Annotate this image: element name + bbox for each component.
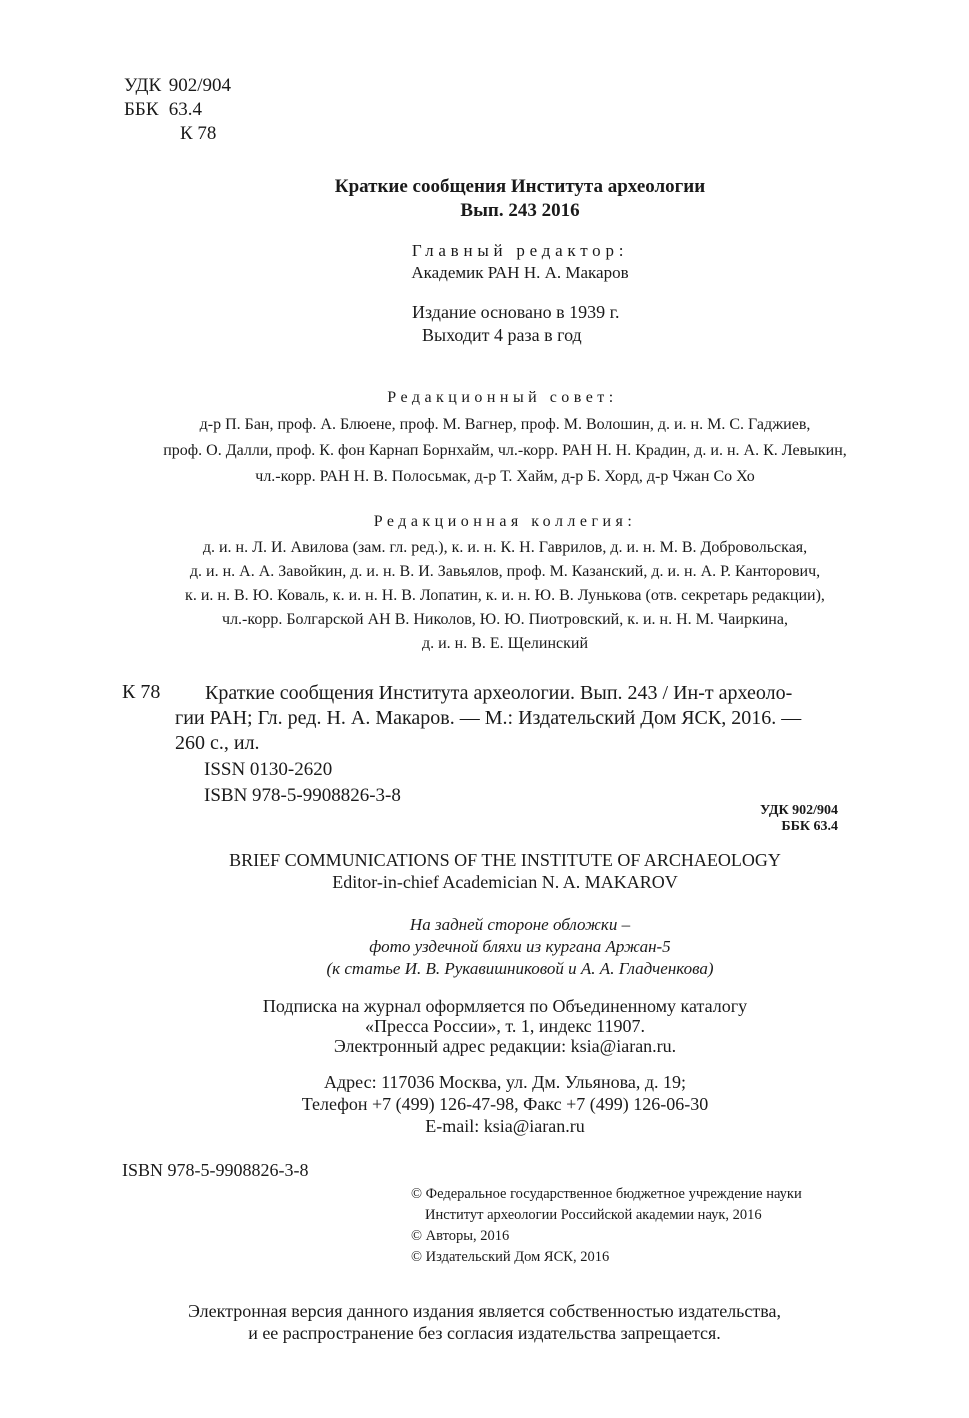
- english-title-line: BRIEF COMMUNICATIONS OF THE INSTITUTE OF ARCHAEOLOGY: [229, 850, 781, 870]
- address-line: Адрес: 117036 Москва, ул. Дм. Ульянова, д. 19;: [324, 1072, 686, 1092]
- bib-description: [175, 681, 843, 756]
- subscription-line: Подписка на журнал оформляется по Объединенному каталогу: [262, 996, 748, 1016]
- phone-fax: Телефон +7 (499) 126-47-98, Факс +7 (499) 126-06-30: [301, 1094, 709, 1114]
- bbk-row: [124, 98, 231, 122]
- journal-issue: Вып. 243 2016: [460, 200, 580, 221]
- board-heading: Редакционная коллегия:: [373, 513, 637, 530]
- classification-codes-right: [760, 803, 838, 835]
- chief-editor: [0, 240, 969, 284]
- isbn-bottom: ISBN 978-5-9908826-3-8: [122, 1160, 309, 1180]
- copyright-line: © Авторы, 2016: [411, 1228, 510, 1244]
- board-line: к. и. н. В. Ю. Коваль, к. и. н. Н. В. Лопатин, к. и. н. Ю. В. Лунькова (отв. секретарь редакции),: [185, 587, 825, 604]
- copyright-block: [411, 1184, 802, 1268]
- bib-code: К 78: [122, 681, 161, 703]
- bbk-right: ББК 63.4: [781, 819, 838, 834]
- cover-note: [0, 914, 969, 980]
- board-members: [0, 536, 969, 656]
- english-title: [0, 849, 969, 893]
- bib-line: Краткие сообщения Института археологии. Вып. 243 / Ин-т археоло-: [205, 682, 793, 704]
- copyright-line: © Издательский Дом ЯСК, 2016: [411, 1249, 610, 1265]
- issn: ISSN 0130-2620: [204, 759, 333, 780]
- bib-line: 260 с., ил.: [175, 732, 260, 754]
- council-line: проф. О. Далли, проф. К. фон Карнап Борнхайм, чл.-корр. РАН Н. Н. Крадин, д. и. н. А. К. Левыкин,: [163, 442, 847, 459]
- notice-line: и ее распространение без согласия издательства запрещается.: [248, 1323, 721, 1343]
- journal-title: [0, 175, 969, 223]
- email: E-mail: ksia@iaran.ru: [425, 1116, 585, 1136]
- copyright-line: © Федеральное государственное бюджетное учреждение науки: [411, 1186, 802, 1202]
- frequency: Выходит 4 раза в год: [422, 325, 582, 345]
- classification-codes: [124, 74, 231, 146]
- subscription-info: [0, 996, 969, 1056]
- board-line: д. и. н. Л. И. Авилова (зам. гл. ред.), к. и. н. К. Н. Гаврилов, д. и. н. М. В. Добровольская,: [202, 539, 808, 556]
- founded-info: [412, 301, 620, 347]
- council-line: д-р П. Бан, проф. А. Блюене, проф. М. Вагнер, проф. М. Волошин, д. и. н. М. С. Гаджиев,: [199, 416, 811, 433]
- udk-label: УДК: [124, 75, 162, 96]
- copyright-line: Институт археологии Российской академии наук, 2016: [425, 1207, 762, 1223]
- board-line: д. и. н. А. А. Завойкин, д. и. н. В. И. Завьялов, проф. М. Казанский, д. и. н. А. Р. Канторович,: [189, 563, 821, 580]
- udk-right: УДК 902/904: [759, 803, 838, 818]
- bbk-value: 63.4: [168, 99, 202, 120]
- chief-editor-label: Главный редактор:: [411, 241, 629, 260]
- electronic-notice: [0, 1300, 969, 1344]
- contact-address: [0, 1071, 969, 1137]
- board-line: д. и. н. В. Е. Щелинский: [421, 635, 589, 652]
- subscription-line: «Пресса России», т. 1, индекс 11907.: [365, 1016, 645, 1036]
- notice-line: Электронная версия данного издания является собственностью издательства,: [188, 1301, 781, 1321]
- bib-identifiers: [204, 757, 401, 809]
- bib-line: гии РАН; Гл. ред. Н. А. Макаров. — М.: Издательский Дом ЯСК, 2016. —: [175, 707, 802, 729]
- udk-value: 902/904: [168, 75, 232, 96]
- bbk-label: ББК: [124, 99, 159, 120]
- founded-year: Издание основано в 1939 г.: [412, 302, 620, 322]
- council-line: чл.-корр. РАН Н. В. Полосьмак, д-р Т. Хайм, д-р Б. Хорд, д-р Чжан Со Хо: [255, 468, 755, 485]
- english-editor: Editor-in-chief Academician N. A. MAKAROV: [332, 872, 678, 892]
- cover-note-line: фото уздечной бляхи из кургана Аржан-5: [369, 937, 671, 956]
- journal-title-line1: Краткие сообщения Института археологии: [334, 176, 706, 197]
- board-line: чл.-корр. Болгарской АН В. Николов, Ю. Ю. Пиотровский, к. и. н. Н. М. Чаиркина,: [222, 611, 788, 628]
- udk-row: [124, 74, 231, 98]
- author-mark: К 78: [180, 123, 217, 144]
- council-heading: Редакционный совет:: [387, 389, 618, 406]
- cover-note-line: На задней стороне обложки –: [409, 915, 631, 934]
- council-members: [0, 412, 969, 490]
- cover-note-line: (к статье И. В. Рукавишниковой и А. А. Гладченкова): [326, 959, 714, 978]
- subscription-email: Электронный адрес редакции: ksia@iaran.ru.: [333, 1036, 677, 1056]
- isbn: ISBN 978-5-9908826-3-8: [204, 785, 401, 806]
- chief-editor-name: Академик РАН Н. А. Макаров: [411, 263, 629, 282]
